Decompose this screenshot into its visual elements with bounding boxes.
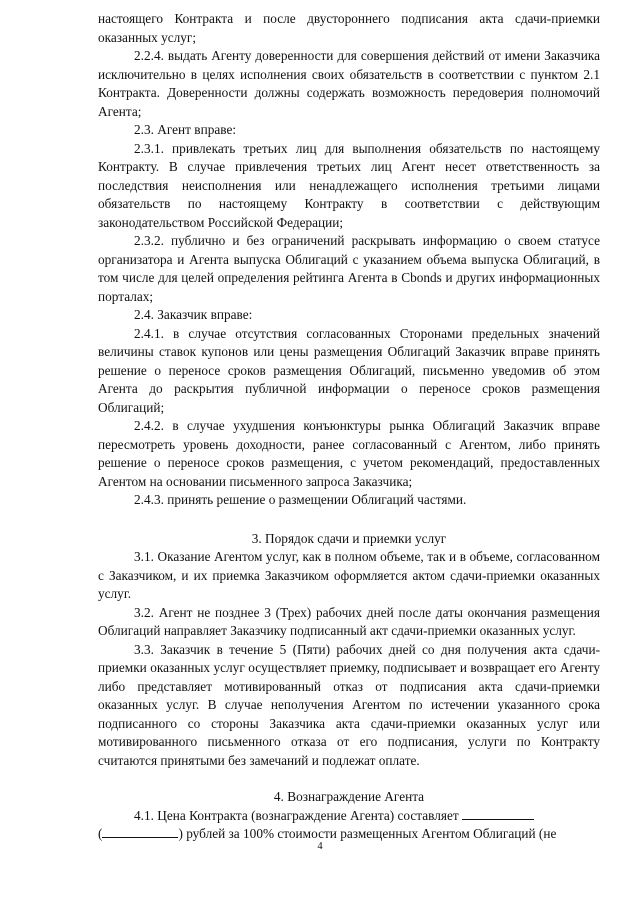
section-3-heading: 3. Порядок сдачи и приемки услуг (251, 530, 447, 546)
paragraph-3-2: 3.2. Агент не позднее 3 (Трех) рабочих дней после даты окончания размещения Облигаций направляет Заказчику подписанный акт сдачи-приемки оказанных услуг. (98, 604, 600, 638)
paragraph-2-4: 2.4. Заказчик вправе: (134, 307, 253, 322)
paragraph-3-1: 3.1. Оказание Агентом услуг, как в полном объеме, так и в объеме, согласованном с Заказчиком, и их приемка Заказчиком оформляется актом сдачи-приемки оказанных услуг. (98, 549, 600, 601)
paragraph-2-4-1: 2.4.1. в случае отсутствия согласованных Сторонами предельных значений величины ставок купонов или цены размещения Облигаций Заказчик вправе принять решение о переносе сроков размещения Облигаций, письменно уведомив об этом Агента до раскрытия публичной информации о переносе сроков размещения Облигаций; (98, 325, 600, 415)
paragraph-4-1-line-1 (98, 807, 600, 826)
price-words-blank (102, 825, 178, 838)
open-paren: ( (98, 826, 103, 841)
price-amount-blank (462, 807, 534, 820)
paragraph-2-3: 2.3. Агент вправе: (134, 122, 237, 137)
paragraph-2-4-2: 2.4.2. в случае ухудшения конъюнктуры рынка Облигаций Заказчик вправе пересмотреть уровень доходности, ранее согласованный с Агентом, либо принять решение о переносе сроков размещения, с учетом рекомендаций, предоставленных Агентом на основании письменного запроса Заказчика; (98, 418, 600, 489)
paragraph-3-3: 3.3. Заказчик в течение 5 (Пяти) рабочих дней со дня получения акта сдачи-приемки оказанных услуг осуществляет приемку, подписывает и возвращает его Агенту либо представляет мотивированный отказ от подписания акта сдачи-приемки оказанных услуг. В случае неполучения Агентом по истечении указанного срока подписанного со стороны Заказчика акта сдачи-приемки оказанных услуг или мотивированного письменного отказа от его подписания, услуги по Контракту считаются принятыми без замечаний и подлежат оплате. (98, 641, 600, 768)
paragraph-2-3-1: 2.3.1. привлекать третьих лиц для выполнения обязательств по настоящему Контракту. В случае привлечения третьих лиц Агент несет ответственность за последствия неисполнения или ненадлежащего исполнения третьими лицами обязательств по настоящему Контракту в соответствии с действующим законодательством Российской Федерации; (98, 140, 600, 230)
section-4-heading: 4. Вознаграждение Агента (273, 789, 425, 804)
paragraph-2-3-2: 2.3.2. публично и без ограничений раскрывать информацию о своем статусе организатора и Агента выпуска Облигаций с указанием объема выпуска Облигаций, в том числе для целей определения рейтинга Агента в Cbonds и других информационных порталах; (98, 233, 600, 304)
paragraph-contract-continuation: настоящего Контракта и после двустороннего подписания акта сдачи-приемки оказанных услуг; (98, 11, 600, 45)
page-number: 4 (317, 841, 323, 852)
document-body (98, 10, 600, 844)
paragraph-2-4-3: 2.4.3. принять решение о размещении Облигаций частями. (134, 492, 467, 507)
paragraph-2-2-4: 2.2.4. выдать Агенту доверенности для совершения действий от имени Заказчика исключительно в целях исполнения своих обязательств в соответствии с пунктом 2.1 Контракта. Доверенности должны содержать возможность передоверия полномочий Агента; (98, 48, 600, 119)
price-rest-text: ) рублей за 100% стоимости размещенных Агентом Облигаций (не (178, 826, 557, 841)
contract-price-text: 4.1. Цена Контракта (вознаграждение Агента) составляет (134, 807, 459, 823)
